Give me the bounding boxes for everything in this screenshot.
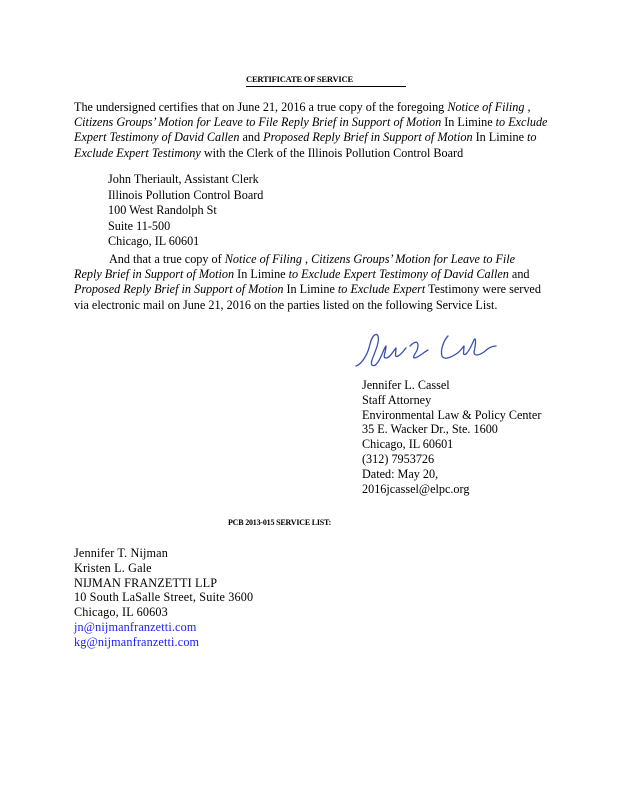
clerk-address <box>108 172 263 250</box>
service-list-line: 10 South LaSalle Street, Suite 3600 <box>74 590 254 605</box>
para2-line2: Reply Brief in Support of Motion In Limine to Exclude Expert Testimony of David Callen and <box>74 267 530 282</box>
signature-block-line: 2016jcassel@elpc.org <box>362 481 470 496</box>
clerk-address-line: Chicago, IL 60601 <box>108 234 200 248</box>
email-link[interactable]: kg@nijmanfranzetti.com <box>74 634 200 649</box>
service-paragraph <box>74 252 541 313</box>
service-list-line: Jennifer T. Nijman <box>74 546 168 560</box>
para1-line2: Citizens Groups’ Motion for Leave to File Reply Brief in Support of Motion In Limine to Exclude <box>74 115 548 130</box>
service-list-title: PCB 2013-015 SERVICE LIST: <box>228 518 332 527</box>
signature-block-line: (312) 7953726 <box>362 451 435 466</box>
para2-line3: Proposed Reply Brief in Support of Motion In Limine to Exclude Expert Testimony were served <box>74 282 541 297</box>
signature-block-line: 35 E. Wacker Dr., Ste. 1600 <box>362 422 498 437</box>
service-list-line: NIJMAN FRANZETTI LLP <box>74 575 218 590</box>
clerk-address-line: Illinois Pollution Control Board <box>108 187 264 202</box>
para1-line1: The undersigned certifies that on June 21, 2016 a true copy of the foregoing Notice of Filing , <box>74 100 531 114</box>
para2-line1: And that a true copy of Notice of Filing , Citizens Groups’ Motion for Leave to File <box>109 252 516 266</box>
signature-block-line: Staff Attorney <box>362 392 432 407</box>
signature-image <box>352 326 502 374</box>
clerk-address-line: John Theriault, Assistant Clerk <box>108 172 259 186</box>
para1-line3: Expert Testimony of David Callen and Proposed Reply Brief in Support of Motion In Limine to <box>74 130 537 145</box>
signature-block-line: Jennifer L. Cassel <box>362 378 450 392</box>
clerk-address-line: 100 West Randolph St <box>108 203 217 217</box>
para1-line4: Exclude Expert Testimony with the Clerk of the Illinois Pollution Control Board <box>74 145 464 160</box>
certificate-title: CERTIFICATE OF SERVICE <box>246 74 406 87</box>
certification-paragraph <box>74 100 547 161</box>
signature-block <box>362 378 541 496</box>
clerk-address-line: Suite 11-500 <box>108 218 171 233</box>
email-link[interactable]: jn@nijmanfranzetti.com <box>74 619 197 634</box>
signature-block-line: Dated: May 20, <box>362 466 439 481</box>
para2-line4: via electronic mail on June 21, 2016 on the parties listed on the following Service List. <box>74 297 498 312</box>
service-list-line: Chicago, IL 60603 <box>74 605 168 620</box>
service-list-line: Kristen L. Gale <box>74 560 152 575</box>
signature-block-line: Environmental Law & Policy Center <box>362 407 542 422</box>
service-list <box>74 546 253 650</box>
signature-block-line: Chicago, IL 60601 <box>362 437 454 452</box>
